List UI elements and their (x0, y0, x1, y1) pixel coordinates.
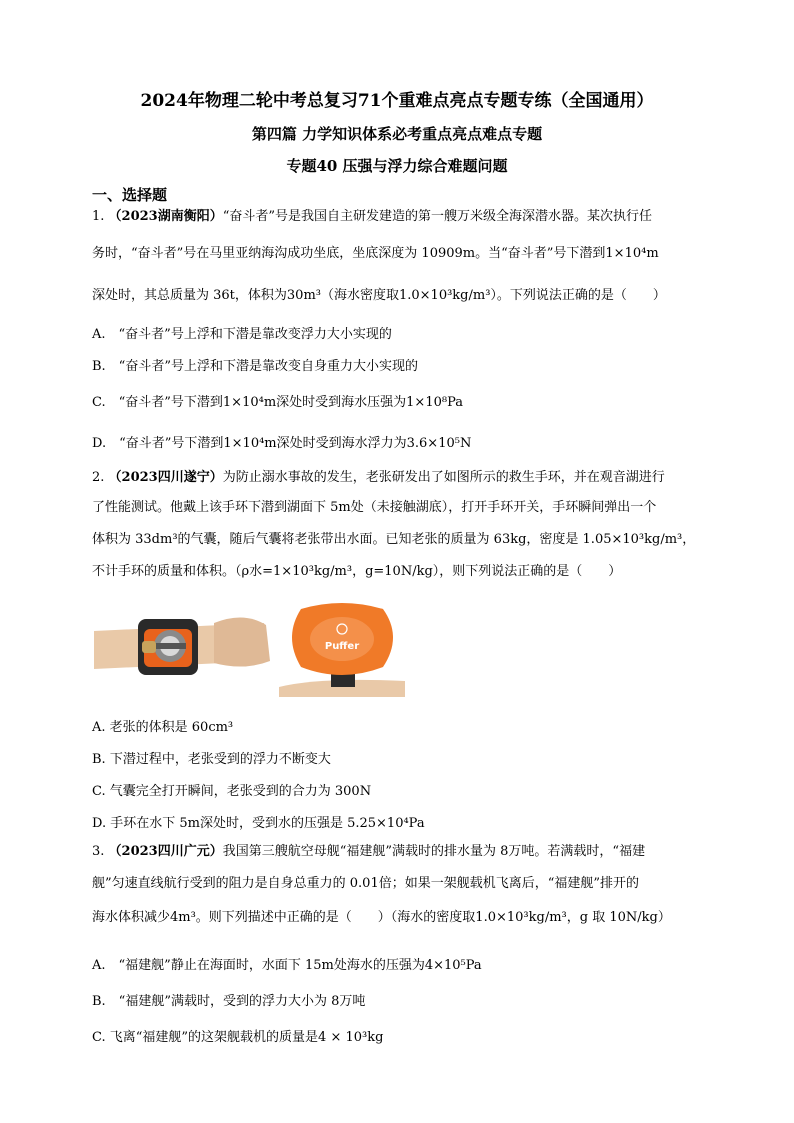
q3-option-a: A. “福建舰”静止在海面时，水面下 15m处海水的压强为4×10⁵Pa (92, 958, 482, 973)
q1-option-b: B. “奋斗者”号上浮和下潜是靠改变自身重力大小实现的 (92, 359, 418, 374)
document-title: 2024年物理二轮中考总复习71个重难点亮点专题专练（全国通用） (140, 91, 654, 111)
q1-text-1: “奋斗者”号是我国自主研发建造的第一艘万米级全海深潜水器。某次执行任 (222, 209, 653, 224)
q1-option-d: D. “奋斗者”号下潜到1×10⁴m深处时受到海水浮力为3.6×10⁵N (92, 436, 472, 451)
q3-text-2: 舰”匀速直线航行受到的阻力是自身总重力的 0.01倍；如果一架舰载机飞离后，“福建舰”排开的 (92, 876, 640, 891)
q3-text-1: 我国第三艘航空母舰“福建舰”满载时的排水量为 8万吨。若满载时，“福建 (222, 844, 646, 859)
q2-source: （2023四川遂宁） (108, 470, 223, 485)
q2-option-d: D. 手环在水下 5m深处时，受到水的压强是 5.25×10⁴Pa (92, 816, 425, 831)
q1-source: （2023湖南衡阳） (108, 209, 223, 224)
section-heading: 一、选择题 (92, 186, 168, 204)
q1-option-c: C. “奋斗者”号下潜到1×10⁴m深处时受到海水压强为1×10⁸Pa (92, 395, 463, 410)
q1-option-a: A. “奋斗者”号上浮和下潜是靠改变浮力大小实现的 (92, 327, 392, 342)
q3-text-3: 海水体积减少4m³。则下列描述中正确的是（ ）（海水的密度取1.0×10³kg/m³，g 取 10N/kg） (92, 910, 671, 925)
q3-option-c: C. 飞离“福建舰”的这架舰载机的质量是4 × 10³kg (92, 1030, 384, 1045)
q3-line1 (92, 844, 712, 860)
q2-line1 (92, 470, 712, 486)
q2-text-1: 为防止溺水事故的发生，老张研发出了如图所示的救生手环，并在观音湖进行 (222, 470, 665, 485)
q2-text-4: 不计手环的质量和体积。（ρ水=1×10³kg/m³，g=10N/kg），则下列说法正确的是（ ） (92, 564, 622, 579)
q2-option-b: B. 下潜过程中，老张受到的浮力不断变大 (92, 752, 331, 767)
q1-text-3: 深处时，其总质量为 36t，体积为30m³（海水密度取1.0×10³kg/m³）。下列说法正确的是（ ） (92, 288, 666, 303)
q2-text-2: 了性能测试。他戴上该手环下潜到湖面下 5m处（未接触湖底），打开手环开关，手环瞬间弹出一个 (92, 500, 657, 515)
q1-line1 (92, 209, 712, 225)
part-heading: 第四篇 力学知识体系必考重点亮点难点专题 (251, 125, 543, 143)
q3-option-b: B. “福建舰”满载时，受到的浮力大小为 8万吨 (92, 994, 366, 1009)
q1-number: 1. (92, 209, 105, 224)
airbag-brand-label: Puffer (324, 641, 360, 652)
q3-number: 3. (92, 844, 105, 859)
topic-heading: 专题40 压强与浮力综合难题问题 (286, 157, 508, 175)
q2-option-a: A. 老张的体积是 60cm³ (92, 720, 234, 735)
q1-text-2: 务时，“奋斗者”号在马里亚纳海沟成功坐底，坐底深度为 10909m。当“奋斗者”号下潜到1×10⁴m (92, 246, 659, 261)
inflated-airbag-image (279, 601, 405, 697)
q2-text-3: 体积为 33dm³的气囊，随后气囊将老张带出水面。已知老张的质量为 63kg，密度是 1.05×10³kg/m³， (92, 532, 696, 547)
q2-number: 2. (92, 470, 105, 485)
rescue-bracelet-wrist-image (94, 601, 270, 697)
q3-source: （2023四川广元） (108, 844, 223, 859)
q2-option-c: C. 气囊完全打开瞬间，老张受到的合力为 300N (92, 784, 372, 799)
